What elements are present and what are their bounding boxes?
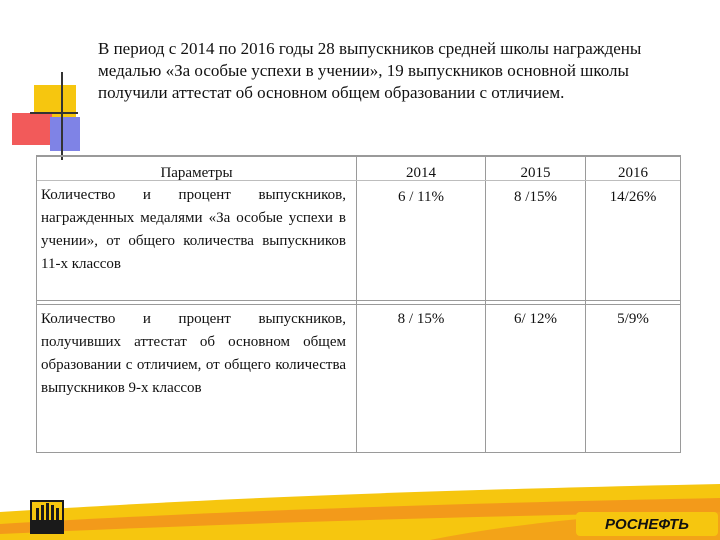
row-separator <box>37 300 680 305</box>
brand-text: РОСНЕФТЬ <box>605 516 689 533</box>
decorative-horizontal-line <box>30 112 78 114</box>
rosneft-logo-icon <box>30 500 64 534</box>
table-cell: 14/26% <box>609 189 657 205</box>
table-cell: 6/ 12% <box>514 311 557 327</box>
table-cell: 8 /15% <box>514 189 557 205</box>
table-cell: 5/9% <box>617 311 649 327</box>
params-column-header: Параметры <box>160 165 233 181</box>
row-label-medalists: Количество и процент выпускников, награжденных медалями «За особые успехи в учении», от общего количества выпускников 11-х классов <box>41 187 346 272</box>
year-header-2014: 2014 <box>406 165 436 181</box>
rosneft-brand-logo <box>576 512 718 536</box>
row-label-honors-certificates: Количество и процент выпускников, получивших аттестат об основном общем образовании с отличием, от общего количества выпускников 9-х классов <box>41 311 346 396</box>
table-cell: 6 / 11% <box>397 189 445 205</box>
table-cell: 8 / 15% <box>397 311 445 327</box>
decorative-blue-square <box>50 117 80 151</box>
intro-paragraph: В период с 2014 по 2016 годы 28 выпускников средней школы награждены медалью «За особые успехи в учении», 19 выпускников основной школы получили аттестат об основном общем образовании с отличием. <box>98 39 642 102</box>
results-table <box>36 155 681 453</box>
year-header-2016: 2016 <box>618 165 648 181</box>
decorative-red-square <box>12 113 52 145</box>
decorative-vertical-line <box>61 72 63 160</box>
year-header-2015: 2015 <box>520 165 551 181</box>
